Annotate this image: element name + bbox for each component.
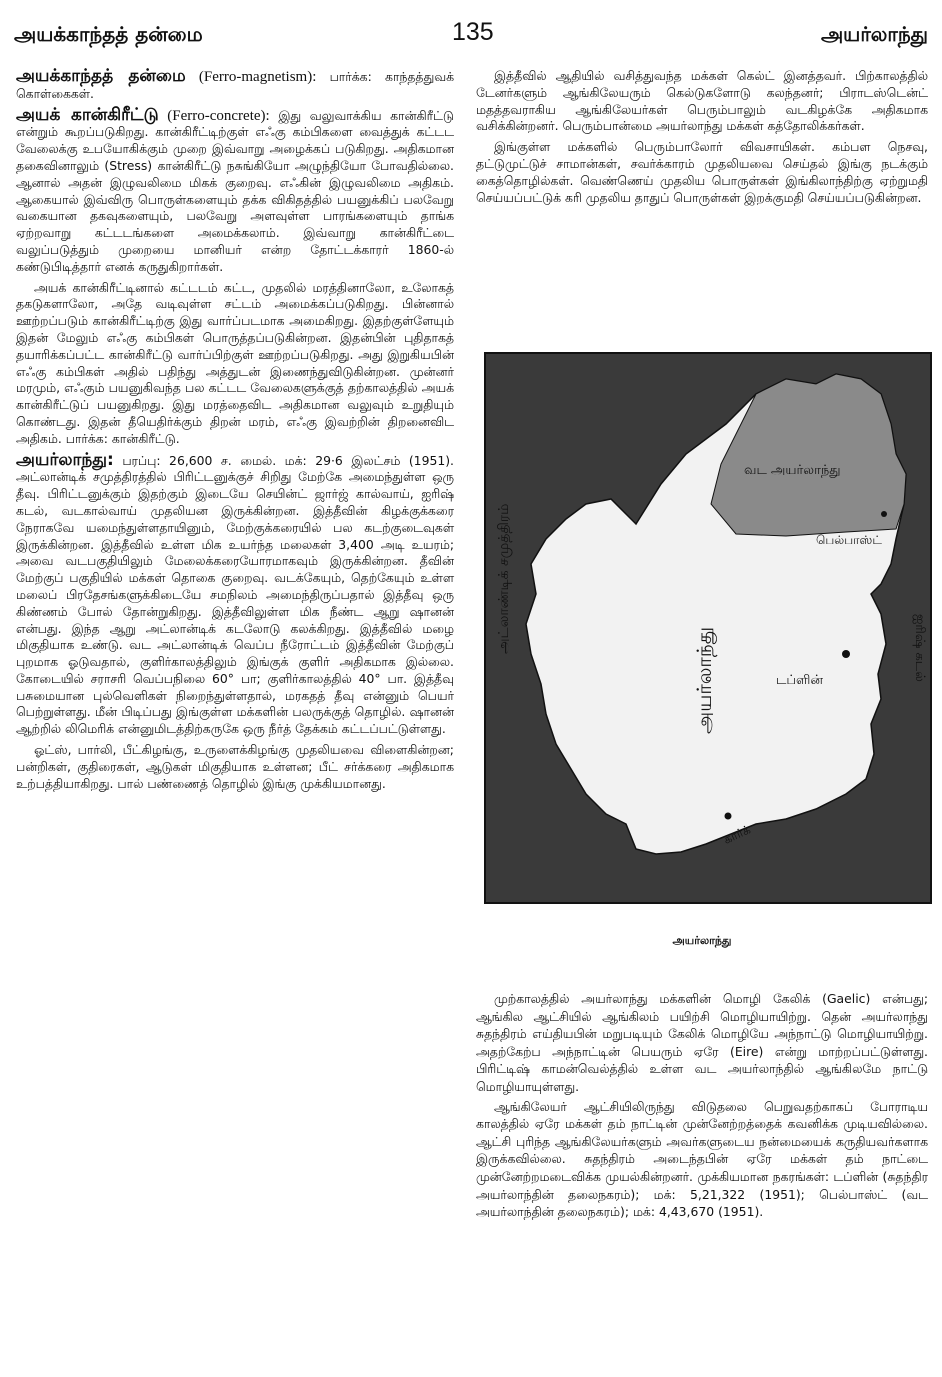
left-column bbox=[16, 68, 454, 796]
paragraph: இங்குள்ள மக்களில் பெரும்பாலோர் விவசாயிகள். கம்பள நெசவு, தட்டுமுட்டுச் சாமான்கள், சவர்க்காரம் முதலியவை செய்தல் இங்கு நடக்கும் கைத்தொழில்கள். வெண்ணெய் முதலிய பொருள்கள் இங்கிலாந்திற்கு ஏற்றுமதி செய்யப்பட்டுக் கரி முதலிய தாதுப் பொருள்கள் இறக்குமதி செய்யப்படுகின்றன. bbox=[476, 139, 928, 205]
right-column-top bbox=[476, 68, 928, 210]
label-north-ireland: வட அயர்லாந்து bbox=[744, 463, 841, 478]
entry-ferro-concrete bbox=[16, 104, 454, 276]
headword: அயக்காந்தத் தன்மை bbox=[16, 66, 186, 86]
paragraph: ஆங்கிலேயர் ஆட்சியிலிருந்து விடுதலை பெறுவதற்காகப் போராடிய காலத்தில் ஏரே மக்கள் தம் நாட்டின் முன்னேற்றத்தைக் கவனிக்க முடியவில்லை. ஆட்சி புரிந்த ஆங்கிலேயர்களும் அவர்களுடைய நன்மையைக் கருதியவர்களாக இருக்கவில்லை. சுதந்திரம் அடைந்தபின் ஏரே மக்கள் தம் நாட்டை முன்னேற்றமடைவிக்க முயல்கின்றனர். முக்கியமான நகரங்கள்: டப்ளின் (சுதந்திர அயர்லாந்தின் தலைநகரம்); மக்: 5,21,322 (1951); பெல்பாஸ்ட் (வட அயர்லாந்தின் தலைநகரம்); மக்: 4,43,670 (1951). bbox=[476, 1098, 928, 1220]
entry-text: இது வலுவாக்கிய கான்கிரீட்டு என்றும் கூறப்படுகிறது. கான்கிரீட்டிற்குள் எஃகு கம்பிகளை வைத்துக் கட்டட வேலைக்கு உபயோகிக்கும் முறை இவ்வாறு அழைக்கப் படுகிறது. அதிகமான தகைவினாலும் (Stress) கான்கிரீட்டு நசுங்கியோ அழுந்தியோ போவதில்லை. ஆனால் அதன் இழுவலிமை மிகக் குறைவு. எஃகின் இழுவலிமை அதிகம். ஆகையால் இவ்விரு பொருள்களையும் தக்க விகிதத்தில் பயனுக்கிப் பலவேறு வகையான தகவுகளையும், பலவேறு அளவுள்ள பாரங்களையும் தாங்க ஏற்றவாறு கட்டடங்களை அமைக்கலாம். இவ்வாறு கான்கிரீட்டை வலுப்படுத்தும் முறையை மானியர் என்ற தோட்டக்காரர் 1860-ல் கண்டுபிடித்தார் எனக் கருதுகிறார்கள். bbox=[16, 107, 454, 274]
entry-text: பார்க்க: காந்தத்துவக் கொள்கைகள். bbox=[16, 69, 454, 101]
headword: அயர்லாந்து: bbox=[16, 449, 114, 470]
running-head-right: அயர்லாந்து bbox=[820, 22, 928, 46]
running-head-left: அயக்காந்தத் தன்மை bbox=[14, 22, 203, 46]
page-header bbox=[14, 18, 928, 56]
label-belfast: பெல்பாஸ்ட் bbox=[816, 533, 882, 547]
latin-term: (Ferro-concrete): bbox=[167, 107, 270, 124]
map-caption: அயர்லாந்து bbox=[672, 934, 732, 947]
label-irish-sea: ஐரிஷ் கடல் bbox=[912, 614, 927, 682]
map-graphic bbox=[486, 354, 930, 902]
latin-term: (Ferro-magnetism): bbox=[198, 69, 317, 85]
label-dublin: டப்ளின் bbox=[776, 673, 823, 688]
label-ireland: அயர்லாந்து bbox=[692, 626, 716, 734]
paragraph: இத்தீவில் ஆதியில் வசித்துவந்த மக்கள் கெல்ட் இனத்தவர். பிற்காலத்தில் டேனர்களும் ஆங்கிலேயரும் கெல்டுகளோடு கலந்தனர்; பிராடஸ்டென்ட் மதத்தவராகிய ஆங்கிலேயர்கள் பெரும்பாலும் வடகிழக்கே அதிகமாக வசிக்கின்றனர். பெரும்பான்மை அயர்லாந்து மக்கள் கத்தோலிக்கர்கள். bbox=[476, 68, 928, 134]
label-atlantic: அட்லாண்டிக் சமுத்திரம் bbox=[496, 503, 512, 654]
paragraph: முற்காலத்தில் அயர்லாந்து மக்களின் மொழி கேலிக் (Gaelic) என்பது; ஆங்கில ஆட்சியில் ஆங்கிலம் பயிற்சி மொழியாயிற்று. தென் அயர்லாந்து சுதந்திரம் எய்தியபின் மறுபடியும் கேலிக் மொழியே அந்நாட்டு மொழியாயிற்று. அதற்கேற்ப அந்நாட்டின் பெயரும் ஏரே (Eire) என்று மாற்றப்பட்டுள்ளது. பிரிட்டிஷ் காமன்வெல்த்தில் உள்ள வட அயர்லாந்தில் ஆங்கிலமே நாட்டு மொழியாயுள்ளது. bbox=[476, 991, 928, 1094]
page-number: 135 bbox=[452, 18, 494, 46]
paragraph: ஓட்ஸ், பார்லி, பீட்கிழங்கு, உருளைக்கிழங்கு முதலியவை விளைகின்றன; பன்றிகள், குதிரைகள், ஆடுகள் மிகுதியாக உள்ளன; பீட் சர்க்கரை அதிகமாக உற்பத்தியாகிறது. பால் பண்ணைத் தொழில் இங்கு முக்கியமானது. bbox=[16, 742, 454, 791]
headword: அயக் கான்கிரீட்டு bbox=[16, 104, 159, 125]
right-column-bottom bbox=[476, 990, 928, 1223]
entry-ferro-magnetism bbox=[16, 68, 454, 103]
entry-ireland bbox=[16, 449, 454, 739]
label-cork: கார்க் bbox=[721, 822, 753, 847]
ireland-map bbox=[484, 352, 932, 904]
paragraph: அயக் கான்கிரீட்டினால் கட்டடம் கட்ட, முதலில் மரத்தினாலோ, உலோகத் தகடுகளாலோ, அதே வடிவுள்ள சட்டம் அமைக்கப்படுகிறது. பின்னால் ஊற்றப்படும் கான்கிரீட்டிற்கு இது வார்ப்படமாக அமைகிறது. இதற்குள்ளேயும் இதன் மேலும் எஃகு கம்பிகள் பொருத்தப்படுகின்றன. இதன்பின் புதிதாகத் தயாரிக்கப்பட்ட கான்கிரீட்டு வார்ப்பிற்குள் ஊற்றப்படுகிறது. அது இறுகியபின் எஃகு கம்பிகள் அதில் பதிந்து அத்துடன் இணைந்துவிடுகின்றன. முன்னர் மரமும், எஃகும் பயனுகிவந்த பல கட்டட வேலைகளுக்குத் தற்காலத்தில் அயக் கான்கிரீட்டுப் பயனுகிறது. இது மரத்தைவிட அதிகமான வலுவும் உறுதியும் கொண்டது. இதன் தீயெதிர்க்கும் திறன் மரம், எஃகு இவற்றின் திறனைவிட அதிகம். பார்க்க: கான்கிரீட்டு. bbox=[16, 279, 454, 446]
entry-text: பரப்பு: 26,600 ச. மைல். மக்: 29·6 இலட்சம் (1951). அட்லான்டிக் சமுத்திரத்தில் பிரிட்டனுக்குச் சிறிது மேற்கே அமைந்துள்ள ஒரு தீவு. பிரிட்டனுக்கும் இதற்கும் இடையே செயின்ட் ஜார்ஜ் கால்வாய், ஐரிஷ் கடல், வடகால்வாய் முதலியன இருக்கின்றன. இத்தீவின் கிழக்குக்கரை நேராகவே யமைந்துள்ளதாயினும், மேற்குக்கரையில் பல கடற்குடைவுகள் இருக்கின்றன. இத்தீவில் உள்ள மிக உயர்ந்த மலைகள் 3,400 அடி உயரம்; அவை வடபகுதியிலும் மேலைக்கரையோரமாகவும் இருக்கின்றன. தீவின் மேற்குப் பகுதியில் மக்கள் தொகை குறைவு. வடக்கேயும், தெற்கேயும் உள்ள மலைப் பிரதேசங்களுக்கிடையே சமநிலம் அமைந்திருப்பதால் இத்தீவு ஒரு கிண்ணம் போல் தோன்றுகிறது. இத்தீவிலுள்ள மிக நீண்ட ஆறு ஷானன் என்பது. இந்த ஆறு அட்லான்டிக் கடலோடு கலக்கிறது. இத்தீவில் மழை மிகுதியாக உண்டு. வட அட்லான்டிக் வெப்ப நீரோட்டம் இத்தீவின் மேற்குப் புறமாக ஓடுவதால், குளிர்காலத்திலும் இங்குக் குளிர் அதிகமாக இல்லை. கோடையில் சராசரி வெப்பநிலை 60° பா; குளிர்காலத்தில் 40° பா. இத்தீவு பசுமையான புல்வெளிகள் நிறைந்துள்ளதால், மரகதத் தீவு என்னும் பெயர் பெற்றுள்ளது. மீன் பிடிப்பது இங்குள்ள மக்களின் பலருக்குத் தொழில். ஷானன் ஆற்றில் லிமெரிக் என்னுமிடத்திற்கருகே ஒரு நீர்த் தேக்கம் கட்டப்பட்டுள்ளது. bbox=[16, 452, 454, 737]
